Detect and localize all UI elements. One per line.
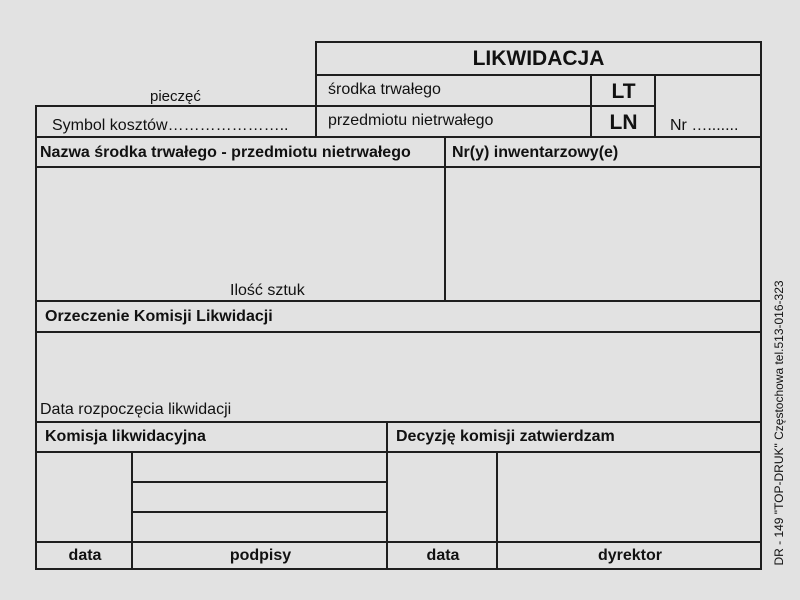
rule-line (35, 331, 762, 333)
stamp-label: pieczęć (150, 88, 201, 105)
non-fixed-asset-row-label: przedmiotu nietrwałego (328, 112, 494, 129)
rule-line (315, 105, 655, 107)
lt-code: LT (611, 80, 636, 103)
signatures-label: podpisy (229, 547, 292, 564)
rule-line (315, 41, 762, 43)
ln-code: LN (609, 111, 638, 134)
rule-line (35, 541, 762, 543)
fixed-asset-row-label: środka trwałego (328, 81, 441, 98)
commission-ruling-header: Orzeczenie Komisji Likwidacji (45, 308, 273, 325)
liquidation-commission-header: Komisja likwidacyjna (45, 428, 206, 445)
quantity-label: Ilość sztuk (230, 282, 305, 299)
rule-line (35, 451, 762, 453)
rule-line (131, 511, 388, 513)
inventory-number-header: Nr(y) inwentarzowy(e) (452, 144, 619, 161)
date-label-right: data (426, 547, 460, 564)
director-label: dyrektor (597, 547, 663, 564)
rule-line (760, 41, 762, 570)
rule-line (35, 166, 762, 168)
date-label-left: data (68, 547, 102, 564)
rule-line (35, 105, 37, 570)
rule-line (35, 105, 317, 107)
number-field: Nr …....... (670, 117, 739, 134)
rule-line (315, 74, 762, 76)
rule-line (444, 136, 446, 302)
printer-info: DR - 149 "TOP-DRUK" Częstochowa tel.513-016-323 (772, 280, 786, 566)
rule-line (35, 136, 762, 138)
form-title: LIKWIDACJA (472, 47, 605, 70)
rule-line (35, 300, 762, 302)
asset-name-header: Nazwa środka trwałego - przedmiotu nietrwałego (40, 144, 411, 161)
start-date-label: Data rozpoczęcia likwidacji (40, 401, 232, 418)
cost-symbol-field: Symbol kosztów………………….. (52, 117, 289, 134)
approval-header: Decyzję komisji zatwierdzam (396, 428, 615, 445)
rule-line (35, 421, 762, 423)
rule-line (35, 568, 762, 570)
rule-line (131, 481, 388, 483)
